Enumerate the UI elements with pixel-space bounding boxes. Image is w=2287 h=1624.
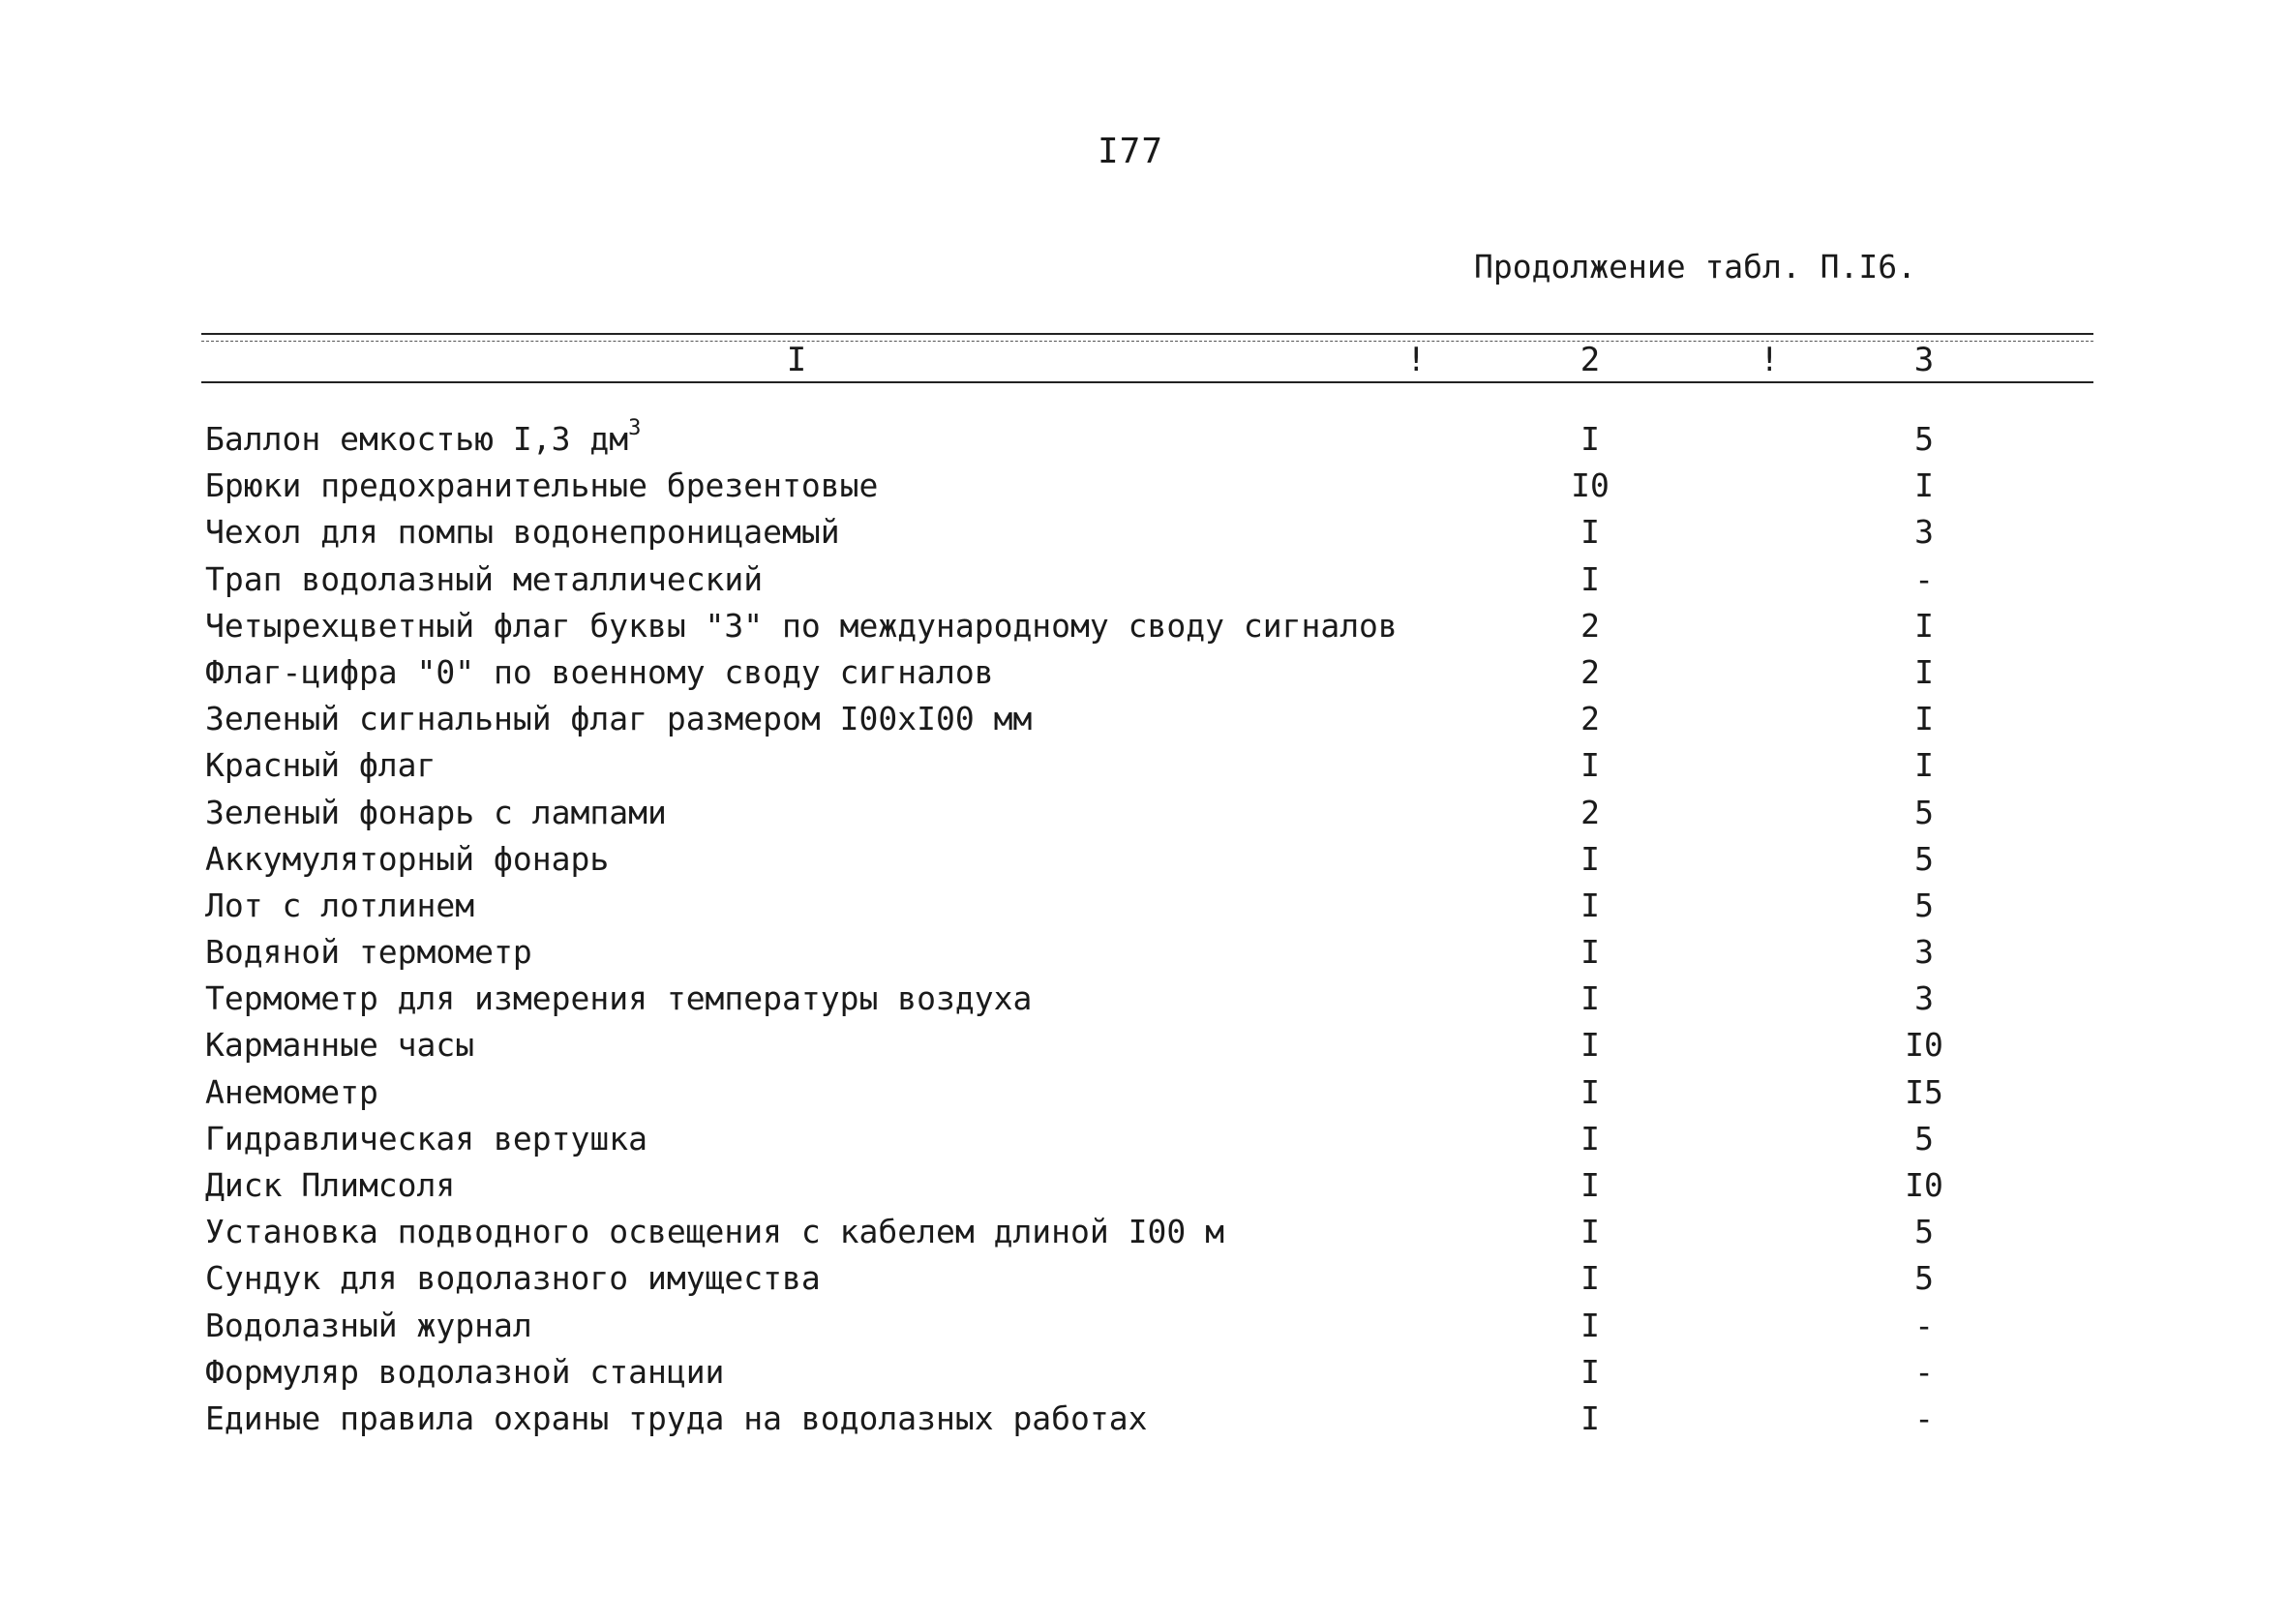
- table-row: [201, 463, 2093, 509]
- item-name: Зеленый сигнальный флаг размером I00xI00 мм: [205, 700, 1033, 738]
- item-col-2: I: [1580, 1072, 1600, 1111]
- item-name: Установка подводного освещения с кабелем длиной I00 м: [205, 1213, 1224, 1251]
- header-separator-1: !: [1406, 341, 1427, 379]
- item-name: Зеленый фонарь с лампами: [205, 793, 667, 831]
- item-name: Брюки предохранительные брезентовые: [205, 466, 879, 505]
- table-row: [201, 603, 2093, 649]
- item-col-2: 2: [1580, 793, 1600, 831]
- item-name: Карманные часы: [205, 1026, 475, 1065]
- table-row: [201, 1255, 2093, 1302]
- item-col-2: I: [1580, 1352, 1600, 1391]
- item-name: Трап водолазный металлический: [205, 559, 764, 598]
- item-col-2: I: [1580, 839, 1600, 878]
- item-col-2: I: [1580, 1213, 1600, 1251]
- item-col-3: I: [1914, 606, 1934, 645]
- item-col-3: I: [1914, 700, 1934, 738]
- item-col-2: 2: [1580, 700, 1600, 738]
- item-col-2: I: [1580, 559, 1600, 598]
- item-col-2: I0: [1571, 466, 1610, 505]
- table-continuation-caption: Продолжение табл. П.I6.: [1474, 248, 1916, 286]
- item-name: Лот с лотлинем: [205, 886, 475, 924]
- table-row: [201, 1162, 2093, 1209]
- table-row: [201, 836, 2093, 883]
- table-row: [201, 1022, 2093, 1068]
- item-col-2: 2: [1580, 652, 1600, 691]
- table-row: [201, 1069, 2093, 1116]
- table-row: [201, 1116, 2093, 1162]
- item-name: Флаг-цифра "0" по военному своду сигналов: [205, 652, 994, 691]
- item-col-3: 5: [1914, 886, 1934, 924]
- table-row: [201, 556, 2093, 603]
- item-name: Единые правила охраны труда на водолазных работах: [205, 1398, 1148, 1437]
- item-col-2: I: [1580, 1119, 1600, 1158]
- item-name: Гидравлическая вертушка: [205, 1119, 647, 1158]
- item-name: Баллон емкостью I,3 $дм^3$: [205, 416, 642, 458]
- table-header-bottom-rule: [201, 381, 2093, 383]
- item-col-2: I: [1580, 746, 1600, 785]
- item-col-3: 5: [1914, 1259, 1934, 1298]
- item-col-2: I: [1580, 1026, 1600, 1065]
- item-name: Анемометр: [205, 1072, 378, 1111]
- table-row: [201, 509, 2093, 556]
- table-body: [201, 416, 2093, 1442]
- item-col-2: I: [1580, 513, 1600, 552]
- item-name: Термометр для измерения температуры воздуха: [205, 979, 1033, 1018]
- table-row: [201, 1396, 2093, 1442]
- item-col-3: 3: [1914, 933, 1934, 972]
- item-col-3: I: [1914, 652, 1934, 691]
- table-row: [201, 1349, 2093, 1396]
- item-col-3: I0: [1905, 1026, 1943, 1065]
- item-name: Водяной термометр: [205, 933, 532, 972]
- item-name: Диск Плимсоля: [205, 1166, 456, 1204]
- item-col-2: I: [1580, 1259, 1600, 1298]
- item-col-2: I: [1580, 1398, 1600, 1437]
- item-name: Красный флаг: [205, 746, 436, 785]
- header-col-2: 2: [1580, 341, 1601, 379]
- table-row: [201, 742, 2093, 789]
- item-col-3: I0: [1905, 1166, 1943, 1204]
- item-col-2: 2: [1580, 606, 1600, 645]
- item-col-3: I: [1914, 466, 1934, 505]
- table-row: [201, 1303, 2093, 1349]
- table-top-rule: [201, 333, 2093, 335]
- item-col-2: I: [1580, 420, 1600, 458]
- item-col-2: I: [1580, 886, 1600, 924]
- item-name: Аккумуляторный фонарь: [205, 839, 610, 878]
- item-col-3: 5: [1914, 793, 1934, 831]
- table-row: [201, 929, 2093, 976]
- item-col-3: 5: [1914, 839, 1934, 878]
- item-col-2: I: [1580, 979, 1600, 1018]
- table-row: [201, 416, 2093, 463]
- header-col-3: 3: [1913, 341, 1935, 379]
- item-col-3: 5: [1914, 1119, 1934, 1158]
- table-header: [201, 339, 2093, 381]
- item-name: Формуляр водолазной станции: [205, 1352, 725, 1391]
- item-name: Четырехцветный флаг буквы "З" по международному своду сигналов: [205, 606, 1398, 645]
- item-col-3: I: [1914, 746, 1934, 785]
- item-col-3: 3: [1914, 979, 1934, 1018]
- table-row: [201, 976, 2093, 1022]
- item-col-3: 5: [1914, 1213, 1934, 1251]
- item-col-3: 3: [1914, 513, 1934, 552]
- item-col-3: 5: [1914, 420, 1934, 458]
- table-row: [201, 790, 2093, 836]
- item-col-2: I: [1580, 933, 1600, 972]
- item-name: Водолазный журнал: [205, 1306, 532, 1344]
- item-name: Чехол для помпы водонепроницаемый: [205, 513, 840, 552]
- item-col-3: -: [1914, 1398, 1934, 1437]
- table-row: [201, 696, 2093, 742]
- table-row: [201, 883, 2093, 929]
- item-col-3: -: [1914, 1352, 1934, 1391]
- item-col-3: -: [1914, 559, 1934, 598]
- header-col-1: I: [786, 341, 807, 379]
- header-separator-2: !: [1760, 341, 1780, 379]
- page-number: I77: [1097, 132, 1164, 171]
- table-row: [201, 1209, 2093, 1255]
- item-col-2: I: [1580, 1166, 1600, 1204]
- item-name: Сундук для водолазного имущества: [205, 1259, 821, 1298]
- superscript: 3: [628, 416, 642, 440]
- item-col-2: I: [1580, 1306, 1600, 1344]
- item-col-3: I5: [1905, 1072, 1943, 1111]
- table-row: [201, 649, 2093, 696]
- item-col-3: -: [1914, 1306, 1934, 1344]
